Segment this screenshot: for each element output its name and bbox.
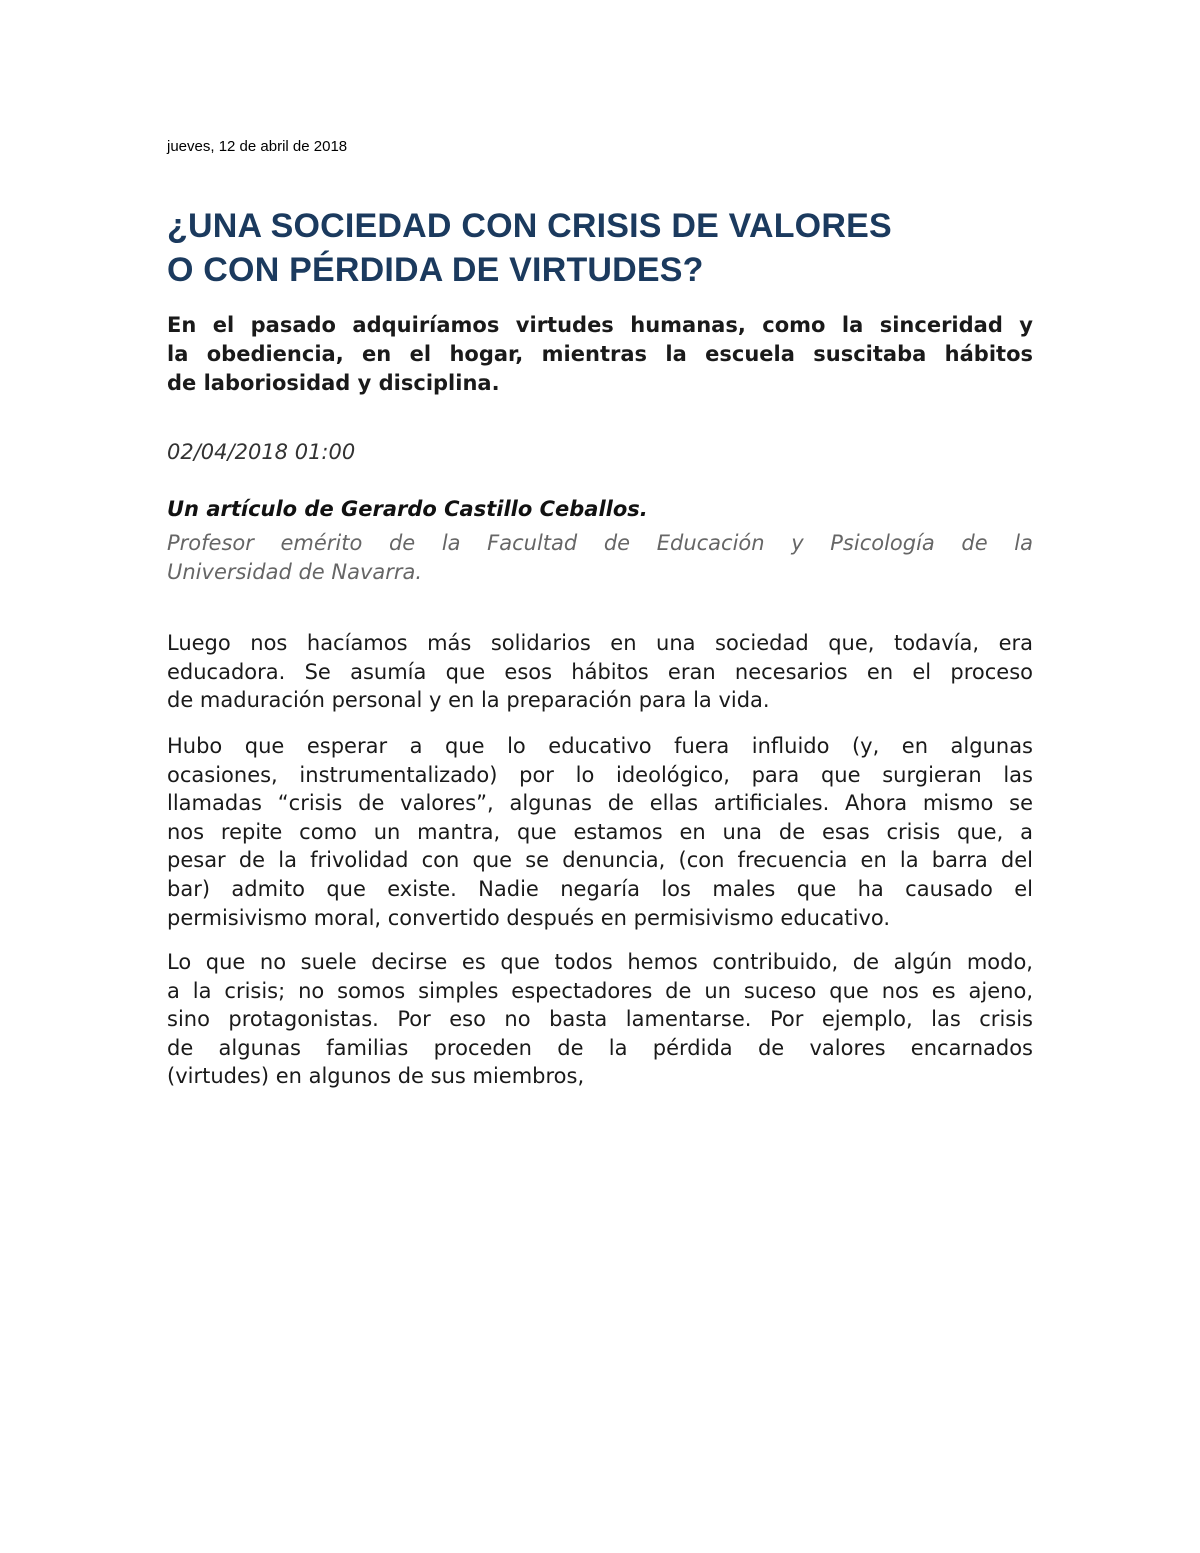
paragraph-line: ocasiones, instrumentalizado) por lo ideológico, para que surgieran las <box>167 762 1033 787</box>
paragraph-line: Luego nos hacíamos más solidarios en una sociedad que, todavía, era <box>167 631 1033 655</box>
author-affiliation <box>167 529 1033 587</box>
article-lead <box>167 311 1033 398</box>
title-line: O CON PÉRDIDA DE VIRTUDES? <box>167 251 704 289</box>
paragraph-line: sino protagonistas. Por eso no basta lamentarse. Por ejemplo, las crisis <box>167 1007 1033 1032</box>
paragraph-line: Lo que no suele decirse es que todos hemos contribuido, de algún modo, <box>167 950 1033 974</box>
post-date: jueves, 12 de abril de 2018 <box>167 138 348 155</box>
paragraph-line: Hubo que esperar a que lo educativo fuera influido (y, en algunas <box>167 734 1033 758</box>
body-paragraph <box>167 629 1033 715</box>
lead-line: En el pasado adquiríamos virtudes humanas, como la sinceridad y <box>167 313 1033 337</box>
paragraph-line: educadora. Se asumía que esos hábitos eran necesarios en el proceso <box>167 659 1033 684</box>
body-paragraph <box>167 732 1033 932</box>
lead-line: de laboriosidad y disciplina. <box>167 371 500 395</box>
paragraph-line: de algunas familias proceden de la pérdida de valores encarnados <box>167 1035 1033 1060</box>
paragraph-line: a la crisis; no somos simples espectadores de un suceso que nos es ajeno, <box>167 978 1033 1003</box>
title-line: ¿UNA SOCIEDAD CON CRISIS DE VALORES <box>167 207 892 245</box>
article-timestamp: 02/04/2018 01:00 <box>167 440 356 464</box>
article-byline: Un artículo de Gerardo Castillo Ceballos. <box>167 497 648 521</box>
paragraph-line: llamadas “crisis de valores”, algunas de ellas artificiales. Ahora mismo se <box>167 791 1033 816</box>
body-paragraph <box>167 948 1033 1091</box>
article-title <box>167 204 1033 292</box>
paragraph-line: permisivismo moral, convertido después en permisivismo educativo. <box>167 905 891 930</box>
affiliation-line: Profesor emérito de la Facultad de Educación y Psicología de la <box>167 531 1033 555</box>
paragraph-line: nos repite como un mantra, que estamos en una de esas crisis que, a <box>167 819 1033 844</box>
paragraph-line: bar) admito que existe. Nadie negaría los males que ha causado el <box>167 876 1033 901</box>
paragraph-line: pesar de la frivolidad con que se denuncia, (con frecuencia en la barra del <box>167 848 1033 873</box>
affiliation-line: Universidad de Navarra. <box>167 560 423 584</box>
paragraph-line: (virtudes) en algunos de sus miembros, <box>167 1064 585 1089</box>
paragraph-line: de maduración personal y en la preparación para la vida. <box>167 688 770 713</box>
lead-line: la obediencia, en el hogar, mientras la escuela suscitaba hábitos <box>167 342 1033 366</box>
